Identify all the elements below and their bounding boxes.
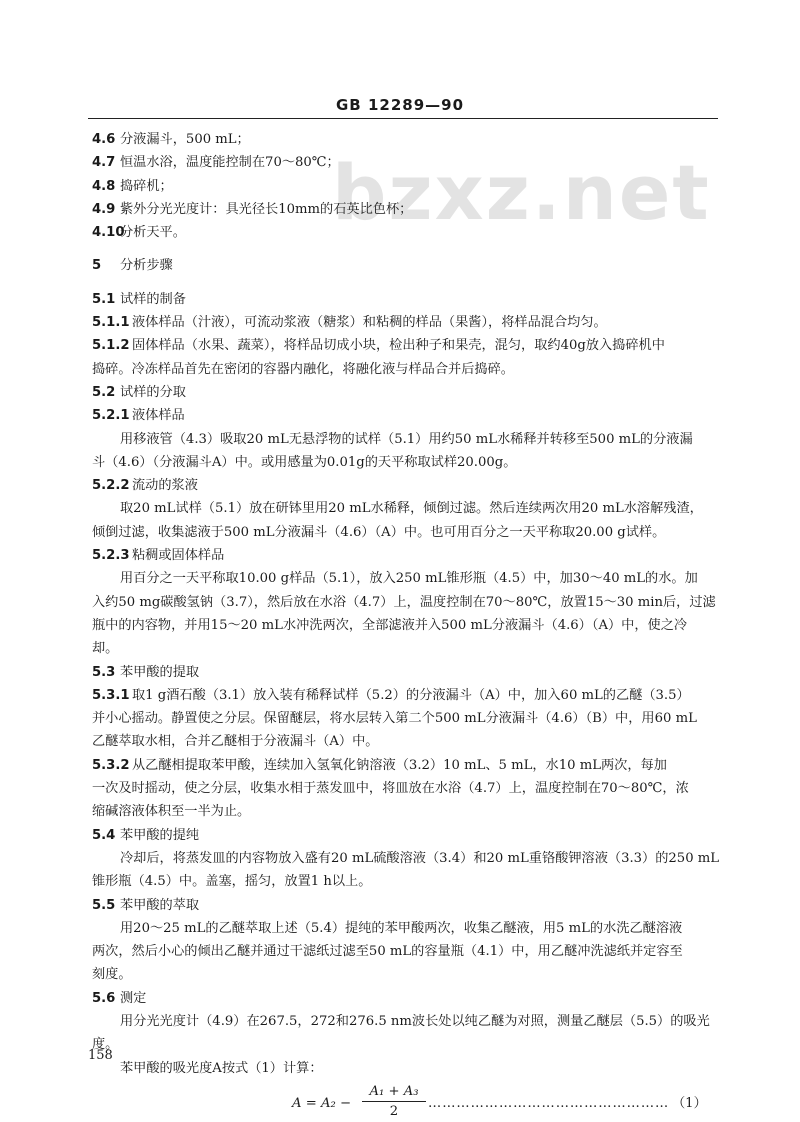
text-line xyxy=(92,334,722,357)
text-line xyxy=(92,777,722,800)
text-line xyxy=(92,497,722,520)
header-rule xyxy=(88,118,718,119)
clause-number: 5.1.1 xyxy=(92,315,130,331)
line-text: 苯甲酸的萃取 xyxy=(120,897,200,913)
text-line xyxy=(92,661,722,684)
text-line xyxy=(92,451,722,474)
text-line xyxy=(92,940,722,963)
watermark: bzxz.net xyxy=(332,148,711,237)
clause-number: 5.6 xyxy=(92,990,116,1006)
line-text: 从乙醚相提取苯甲酸，连续加入氢氧化钠溶液（3.2）10 mL、5 mL，水10 mL两次，每加 xyxy=(132,757,667,773)
line-text: 倾倒过滤，收集滤液于500 mL分液漏斗（4.6）（A）中。也可用百分之一天平称取20.00 g试样。 xyxy=(92,524,666,540)
line-text: 却。 xyxy=(92,641,119,657)
text-line xyxy=(92,591,722,614)
clause-number: 5.2 xyxy=(92,384,116,400)
text-line xyxy=(92,754,722,777)
line-text: 分析步骤 xyxy=(120,258,173,274)
body-text xyxy=(92,128,722,1122)
text-line xyxy=(92,128,722,151)
line-text: 苯甲酸的提纯 xyxy=(120,827,200,843)
line-text: 斗（4.6）（分液漏斗A）中。或用感量为0.01g的天平称取试样20.00g。 xyxy=(92,454,517,470)
clause-number: 5 xyxy=(92,258,102,274)
line-text: 并小心摇动。静置使之分层。保留醚层，将水层转入第二个500 mL分液漏斗（4.6）（B）中，用60 mL xyxy=(92,711,697,727)
line-text: 试样的分取 xyxy=(120,384,186,400)
line-text: 苯甲酸的提取 xyxy=(120,664,200,680)
clause-number: 5.5 xyxy=(92,897,116,913)
text-line xyxy=(92,917,722,940)
line-text: 用20～25 mL的乙醚萃取上述（5.4）提纯的苯甲酸两次，收集乙醚液，用5 mL的水洗乙醚溶液 xyxy=(120,920,683,936)
text-line xyxy=(92,288,722,311)
text-line xyxy=(92,847,722,870)
standard-code-header: GB 12289—90 xyxy=(335,96,465,114)
clause-number: 5.2.3 xyxy=(92,548,130,564)
text-line xyxy=(92,987,722,1010)
section-gap xyxy=(92,278,722,288)
line-text: 两次，然后小心的倾出乙醚并通过干滤纸过滤至50 mL的容量瓶（4.1）中，用乙醚冲洗滤纸并定容至 xyxy=(92,944,683,960)
line-text: 冷却后，将蒸发皿的内容物放入盛有20 mL硫酸溶液（3.4）和20 mL重铬酸钾溶液（3.3）的250 mL xyxy=(120,850,720,866)
page-number: 158 xyxy=(88,1048,113,1063)
text-line xyxy=(92,800,722,823)
line-text: 粘稠或固体样品 xyxy=(132,548,225,564)
clause-number: 5.3.1 xyxy=(92,687,130,703)
text-line xyxy=(92,381,722,404)
clause-number: 4.6 xyxy=(92,132,116,147)
line-text: 固体样品（水果、蔬菜），将样品切成小块，检出种子和果壳，混匀，取约40g放入捣碎机中 xyxy=(132,338,665,354)
line-text: 瓶中的内容物，并用15～20 mL水冲洗两次，全部滤液并入500 mL分液漏斗（4.6）（A）中，使之冷 xyxy=(92,617,688,633)
text-line xyxy=(92,730,722,753)
line-text: 苯甲酸的吸光度A按式（1）计算： xyxy=(120,1060,323,1076)
clause-number: 5.4 xyxy=(92,827,116,843)
line-text: 捣碎机； xyxy=(120,178,173,194)
line-text: 一次及时摇动，使之分层，收集水相于蒸发皿中，将皿放在水浴（4.7）上，温度控制在70～80℃，浓 xyxy=(92,781,689,797)
equation-number: （1） xyxy=(672,1095,707,1111)
line-text: 度。 xyxy=(92,1037,119,1053)
text-line xyxy=(92,474,722,497)
clause-number: 4.7 xyxy=(92,155,116,171)
line-text: 取1 g酒石酸（3.1）放入装有稀释试样（5.2）的分液漏斗（A）中，加入60 mL的乙醚（3.5） xyxy=(132,687,690,703)
text-line xyxy=(92,1010,722,1033)
line-text: 刻度。 xyxy=(92,967,132,983)
text-line xyxy=(92,428,722,451)
clause-number: 4.8 xyxy=(92,178,116,194)
clause-number: 5.3 xyxy=(92,664,116,680)
line-text: 缩碱溶液体积至一半为止。 xyxy=(92,804,251,820)
text-line xyxy=(92,894,722,917)
line-text: 锥形瓶（4.5）中。盖塞，摇匀，放置1 h以上。 xyxy=(92,874,372,890)
line-text: 入约50 mg碳酸氢钠（3.7），然后放在水浴（4.7）上，温度控制在70～80℃，放置15～30 min后，过滤 xyxy=(92,594,716,610)
section-gap xyxy=(92,244,722,254)
text-line xyxy=(92,707,722,730)
line-text: 紫外分光光度计：具光径长10mm的石英比色杯； xyxy=(120,201,413,217)
text-line xyxy=(92,824,722,847)
text-line xyxy=(92,358,722,381)
line-text: 分析天平。 xyxy=(120,225,186,241)
text-line xyxy=(92,544,722,567)
text-line xyxy=(92,637,722,660)
text-line xyxy=(92,521,722,544)
formula-1 xyxy=(92,1082,722,1122)
text-line xyxy=(92,175,722,198)
text-line xyxy=(92,311,722,334)
line-text: 恒温水浴，温度能控制在70～80℃； xyxy=(120,155,340,171)
line-text: 试样的制备 xyxy=(120,291,186,307)
formula-numerator: A₁ + A₃ xyxy=(362,1082,426,1102)
line-text: 液体样品 xyxy=(132,408,185,424)
text-line xyxy=(92,151,722,174)
line-text: 液体样品（汁液），可流动浆液（糖浆）和粘稠的样品（果酱），将样品混合均匀。 xyxy=(132,315,607,331)
clause-number: 5.1.2 xyxy=(92,338,130,354)
clause-number: 5.2.1 xyxy=(92,408,130,424)
line-text: 分液漏斗，500 mL； xyxy=(120,132,250,147)
line-text: 乙醚萃取水相，合并乙醚相于分液漏斗（A）中。 xyxy=(92,734,379,750)
text-line xyxy=(92,404,722,427)
line-text: 取20 mL试样（5.1）放在研钵里用20 mL水稀释，倾倒过滤。然后连续两次用20 mL水溶解残渣， xyxy=(120,501,703,517)
formula-denominator: 2 xyxy=(389,1103,399,1119)
line-text: 流动的浆液 xyxy=(132,478,198,494)
text-line xyxy=(92,198,722,221)
text-line xyxy=(92,614,722,637)
clause-number: 5.2.2 xyxy=(92,478,130,494)
clause-number: 5.1 xyxy=(92,291,116,307)
formula-leader-dots: …………………………………………… xyxy=(428,1095,670,1111)
clause-number: 5.3.2 xyxy=(92,757,130,773)
clause-number: 4.10 xyxy=(92,225,125,241)
line-text: 用移液管（4.3）吸取20 mL无悬浮物的试样（5.1）用约50 mL水稀释并转移至500 mL的分液漏 xyxy=(120,431,693,447)
text-line xyxy=(92,963,722,986)
text-line xyxy=(92,567,722,590)
line-text: 测定 xyxy=(120,990,147,1006)
formula-left: A = A₂ − xyxy=(292,1095,352,1111)
text-line xyxy=(92,221,722,244)
line-text: 捣碎。冷冻样品首先在密闭的容器内融化，将融化液与样品合并后捣碎。 xyxy=(92,361,514,377)
line-list xyxy=(92,128,722,1080)
text-line xyxy=(92,684,722,707)
text-line xyxy=(92,1057,722,1080)
line-text: 用分光光度计（4.9）在267.5，272和276.5 nm波长处以纯乙醚为对照，测量乙醚层（5.5）的吸光 xyxy=(120,1013,710,1029)
clause-number: 4.9 xyxy=(92,201,116,217)
text-line xyxy=(92,254,722,277)
line-text: 用百分之一天平称取10.00 g样品（5.1），放入250 mL锥形瓶（4.5）中，加30～40 mL的水。加 xyxy=(120,571,698,587)
formula-fraction xyxy=(362,1082,426,1122)
text-line xyxy=(92,870,722,893)
text-line xyxy=(92,1033,722,1056)
